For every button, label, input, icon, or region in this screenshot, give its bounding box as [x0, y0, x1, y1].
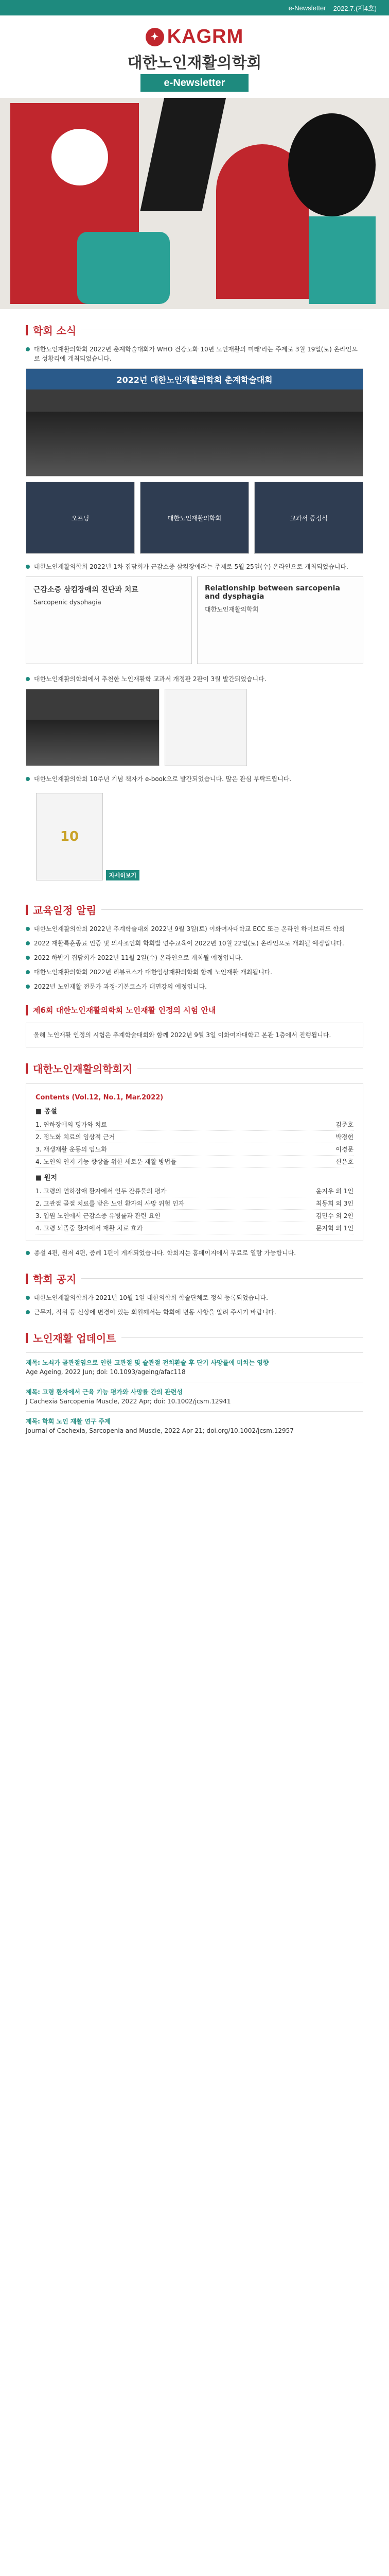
hero-shape-circle — [288, 113, 376, 216]
hero-shape-white — [51, 129, 108, 185]
row-author: 윤지우 외 1인 — [315, 1188, 353, 1195]
news-text: 대한노인재활의학회 2022년 춘계학술대회가 WHO 건강노화 10년 노인재활의 미래'라는 주제로 3월 19일(토) 온라인으로 성황리에 개최되었습니다. — [34, 346, 358, 362]
textbook-cover — [165, 689, 247, 766]
logo[interactable] — [146, 26, 244, 48]
top-bar — [0, 0, 389, 15]
bullet-icon — [26, 777, 30, 781]
update-source: Journal of Cachexia, Sarcopenia and Muscle, 2022 Apr 21; doi.org/10.1002/jcsm.12957 — [26, 1427, 294, 1434]
member-text: 대한노인재활의학회가 2021년 10월 1일 대한의학회 학술단체로 정식 등록되었습니다. — [34, 1294, 268, 1301]
section-title — [26, 323, 363, 337]
news-item — [26, 562, 363, 571]
contents-row[interactable] — [36, 1185, 353, 1197]
bullet-icon — [26, 927, 30, 931]
journal-contents — [26, 1083, 363, 1241]
textbook-photo — [26, 689, 160, 766]
edu-text: 대한노인재활의학회 2022년 리뷰코스가 대한임상재활의학회 함께 노인재활 개최됩니다. — [34, 969, 272, 976]
bullet-icon — [26, 985, 30, 989]
row-author: 최동희 외 3인 — [315, 1200, 353, 1207]
conference-photo — [26, 368, 363, 477]
contents-row[interactable] — [36, 1222, 353, 1234]
section-line — [121, 1337, 363, 1338]
journal-heading: 대한노인재활의학회지 — [33, 1063, 133, 1075]
edu-text: 대한노인재활의학회 2022년 추계학술대회 2022년 9월 3일(토) 이화여자대학교 ECC 또는 온라인 하이브리드 학회 — [34, 925, 345, 933]
hero-shape-teal2 — [77, 232, 170, 304]
logo-text: KAGRM — [167, 26, 244, 47]
news-text — [34, 774, 291, 784]
cert-heading: 제6회 대한노인재활의학회 노인재활 인정의 시험 안내 — [33, 1006, 216, 1015]
section-bar — [26, 1063, 28, 1074]
row-title: 2. 고관절 골절 치료를 받은 노인 환자의 사망 위험 인자 — [36, 1200, 185, 1207]
edu-item — [26, 939, 363, 948]
contents-group: ■ 원저 — [36, 1174, 57, 1182]
row-author: 신은호 — [335, 1158, 353, 1165]
member-item — [26, 1293, 363, 1302]
news-section — [0, 323, 389, 889]
hero-shape-teal — [309, 216, 376, 304]
row-author: 문지혁 외 1인 — [315, 1225, 353, 1232]
edu-text: 2022 재활특훈종료 인증 및 의사조인회 학회발 연수교육이 2022년 10월 22일(토) 온라인으로 개최될 예정입니다. — [34, 940, 344, 947]
row-title: 4. 고령 뇌졸중 환자에서 재활 치료 효과 — [36, 1225, 143, 1232]
edu-item — [26, 968, 363, 977]
row-author: 박경현 — [335, 1133, 353, 1141]
row-title: 3. 재생재활 운동의 임노화 — [36, 1146, 107, 1153]
slides-row — [26, 577, 363, 664]
row-title: 2. 정노화 치료의 임상적 근거 — [36, 1133, 115, 1141]
more-button[interactable]: 자세히보기 — [106, 870, 139, 880]
update-source: J Cachexia Sarcopenia Muscle, 2022 Apr; doi: 10.1002/jcsm.12941 — [26, 1398, 231, 1405]
news-item — [26, 774, 363, 784]
updates-section — [0, 1330, 389, 1440]
anniversary-book: 10 — [36, 793, 103, 880]
news-heading: 학회 소식 — [33, 325, 77, 337]
cert-section — [0, 1005, 389, 1047]
section-bar — [26, 1333, 28, 1343]
news-item — [26, 345, 363, 363]
bullet-icon — [26, 1251, 30, 1255]
org-name: 대한노인재활의학회 — [127, 54, 262, 72]
update-item[interactable] — [26, 1352, 363, 1382]
news-text: 대한노인재활의학회 2022년 1차 집담회가 근감소증 삼킴장애라는 주제로 5월 25일(수) 온라인으로 개최되었습니다. — [34, 563, 348, 570]
bullet-icon — [26, 970, 30, 974]
edu-item — [26, 982, 363, 991]
enewsletter-badge: e-Newsletter — [140, 74, 249, 92]
contents-row[interactable] — [36, 1118, 353, 1131]
section-title — [26, 1005, 363, 1015]
textbook-row — [26, 689, 363, 766]
bullet-icon — [26, 956, 30, 960]
people-image — [26, 720, 159, 766]
contents-title: Contents (Vol.12, No.1, Mar.2022) — [36, 1094, 164, 1101]
edu-text: 2022 하반기 집담회가 2022년 11월 2일(수) 온라인으로 개최될 예정입니다. — [34, 954, 243, 961]
news-text-span: 대한노인재활의학회 10주년 기념 책자가 e-book으로 발간되었습니다. 많은 관심 부탁드립니다. — [34, 775, 292, 783]
edu-item — [26, 924, 363, 934]
slide-title: 근감소증 삼킴장애의 진단과 치료 — [33, 586, 138, 594]
edu-section — [0, 902, 389, 991]
thumb-photo: 교과서 증정식 — [254, 482, 363, 554]
section-bar — [26, 1274, 28, 1284]
journal-note-text: 종설 4편, 원저 4편, 증례 1편이 게재되었습니다. 학회지는 홈페이지에서 무료로 열람 가능합니다. — [34, 1249, 296, 1257]
contents-row[interactable] — [36, 1143, 353, 1156]
news-text: 대한노인재활의학회에서 추천한 노인재활학 교과서 개정판 2판이 3월 발간되었습니다. — [34, 675, 267, 683]
updates-heading: 노인재활 업데이트 — [33, 1332, 116, 1345]
people-image — [26, 412, 363, 476]
members-section — [0, 1271, 389, 1317]
photo-banner: 2022년 대한노인재활의학회 춘계학술대회 — [26, 369, 363, 389]
update-title: 제목: 고령 환자에서 근육 기능 평가와 사망률 간의 관련성 — [26, 1388, 183, 1396]
row-title: 4. 노인의 인지 기능 향상을 위한 새로운 재활 방법들 — [36, 1158, 176, 1165]
hero-graphic — [0, 98, 389, 309]
bullet-icon — [26, 347, 30, 351]
contents-row[interactable] — [36, 1210, 353, 1222]
section-bar — [26, 325, 28, 335]
section-title — [26, 1330, 363, 1345]
journal-section — [0, 1061, 389, 1258]
contents-row[interactable] — [36, 1156, 353, 1168]
section-line — [137, 1068, 363, 1069]
slide-title: Relationship between sarcopenia and dysphagia — [205, 584, 340, 601]
update-item[interactable] — [26, 1411, 363, 1440]
photo-grid — [26, 482, 363, 554]
section-title — [26, 1271, 363, 1286]
row-title: 3. 입원 노인에서 근감소증 유병률과 관련 요인 — [36, 1212, 161, 1219]
news-item — [26, 674, 363, 684]
update-source: Age Ageing, 2022 Jun; doi: 10.1093/ageing/afac118 — [26, 1368, 186, 1376]
section-bar — [26, 1005, 28, 1015]
bullet-icon — [26, 1296, 30, 1300]
row-author: 김민수 외 2인 — [315, 1212, 353, 1219]
section-bar — [26, 905, 28, 915]
section-line — [81, 1278, 363, 1279]
bullet-icon — [26, 1310, 30, 1314]
cert-note: 올해 노인재활 인정의 시험은 추계학술대회와 함께 2022년 9월 3일 이화여자대학교 본관 1층에서 진행됩니다. — [26, 1023, 363, 1047]
slide-image — [26, 577, 192, 664]
contents-row[interactable] — [36, 1131, 353, 1143]
logo-icon: ✦ — [146, 28, 164, 46]
update-title: 제목: 학회 노인 재활 연구 주제 — [26, 1418, 111, 1425]
section-title — [26, 902, 363, 917]
edu-item — [26, 953, 363, 962]
member-item — [26, 1308, 363, 1317]
contents-row[interactable] — [36, 1197, 353, 1210]
bullet-icon — [26, 565, 30, 569]
bullet-icon — [26, 677, 30, 681]
logo-row — [0, 26, 389, 73]
slide-sub: 대한노인재활의학회 — [205, 606, 259, 613]
row-title: 1. 고령의 연하장애 환자에서 인두 잔류물의 평가 — [36, 1188, 167, 1195]
contents-group: ■ 종설 — [36, 1108, 57, 1115]
header — [0, 15, 389, 98]
edu-text: 2022년 노인재활 전문가 과정-기본코스가 대면강의 예정입니다. — [34, 983, 207, 990]
thumb-photo: 오프닝 — [26, 482, 135, 554]
thumb-photo: 대한노인재활의학회 — [140, 482, 249, 554]
book-row — [26, 789, 363, 889]
slide-sub: Sarcopenic dysphagia — [33, 599, 101, 606]
journal-note — [26, 1248, 363, 1258]
bullet-icon — [26, 941, 30, 945]
issue-label: 2022.7.(제4호) — [333, 4, 377, 12]
row-author: 김준호 — [335, 1121, 353, 1128]
member-text: 근무지, 직위 등 신상에 변경이 있는 회원께서는 학회에 변동 사항을 알려 주시기 바랍니다. — [34, 1309, 276, 1316]
members-heading: 학회 공지 — [33, 1273, 77, 1285]
slide-image — [197, 577, 363, 664]
update-item[interactable] — [26, 1382, 363, 1411]
edu-heading: 교육일정 알림 — [33, 904, 96, 917]
row-title: 1. 연하장애의 평가와 치료 — [36, 1121, 107, 1128]
row-author: 이경문 — [335, 1146, 353, 1153]
update-title: 제목: 노쇠가 골관절염으로 인한 고관절 및 슬관절 전치환술 후 단기 사망률에 미치는 영향 — [26, 1359, 269, 1366]
section-line — [101, 909, 363, 910]
section-title — [26, 1061, 363, 1076]
newsletter-label: e-Newsletter — [288, 4, 326, 12]
